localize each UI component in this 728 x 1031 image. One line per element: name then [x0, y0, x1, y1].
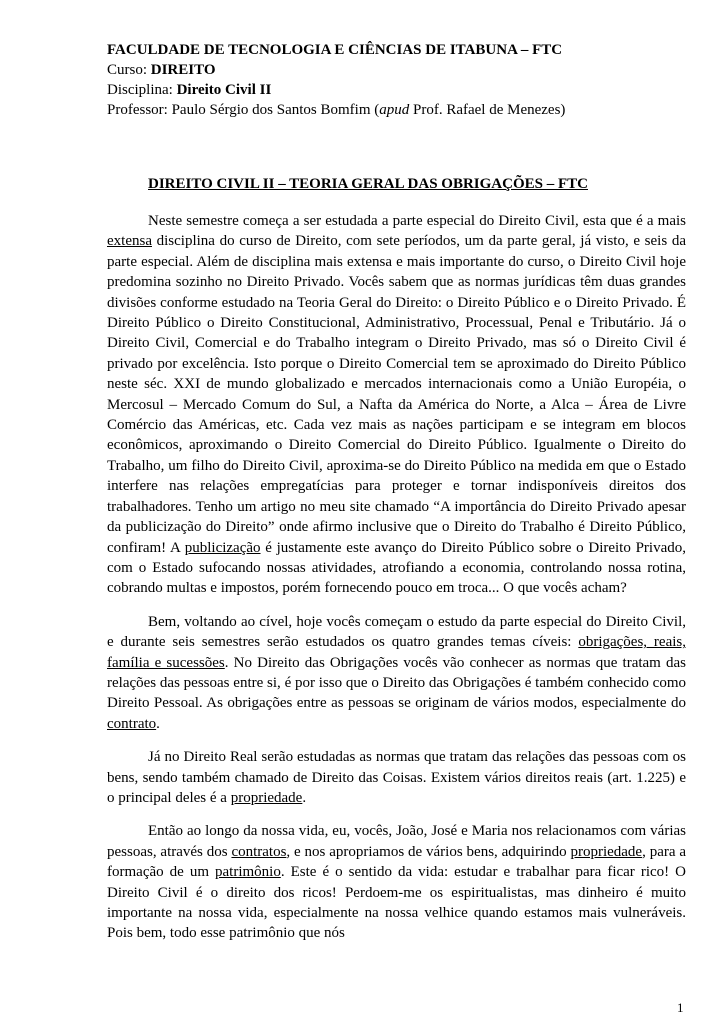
p4-text-b: , e nos apropriamos de vários bens, adquirindo [286, 843, 571, 860]
p2-underline-temas: obrigações, reais, família e sucessões [107, 634, 686, 671]
p2-underline-contrato: contrato [107, 715, 157, 732]
professor-line [107, 100, 697, 120]
p3-underline-propriedade: propriedade [230, 789, 303, 806]
paragraph-1 [107, 211, 686, 599]
p3-text-a: Já no Direito Real serão estudadas as normas que tratam das relações das pessoas com os bens, sendo também chamado de Direito das Coisas. Existem vários direitos reais (art. 1.225) e o principal deles é a [107, 749, 686, 806]
document-title: DIREITO CIVIL II – TEORIA GERAL DAS OBRIGAÇÕES – FTC [148, 176, 588, 192]
paragraph-3 [107, 747, 686, 808]
professor-apud: apud [379, 102, 410, 118]
subject-line [107, 80, 697, 100]
document-header [107, 40, 697, 120]
p4-text-a: Então ao longo da nossa vida, eu, vocês, João, José e Maria nos relacionamos com várias pessoas, através dos [107, 823, 686, 860]
p1-text-b: disciplina do curso de Direito, com sete períodos, um da parte geral, já visto, e seis da parte especial. Além de disciplina mais extensa e mais importante do curso, o Direito Civil hoje predomina sozinho no Direito Privado. Vocês sabem que as normas jurídicas têm duas grandes divisões conforme estudado na Teoria Geral do Direito: o Direito Público e o Direito Privado. É Direito Público o Direito Constitucional, Administrativo, Processual, Penal e Tributário. Já o Direito Civil, Comercial e do Trabalho integram o Direito Privado, mas só o Direito Civil é privado por excelência. Isto porque o Direito Comercial tem se aproximado do Direito Público neste séc. XXI de mundo globalizado e mercados internacionais como a União Européia, o Mercosul – Mercado Comum do Sul, a Nafta da América do Norte, a Alca – Área de Livre Comércio das Américas, etc. Cada vez mais as nações participam e se integram em blocos econômicos, aproximando o Direito Comercial do Direito Público. Igualmente o Direito do Trabalho, um filho do Direito Civil, aproxima-se do Direito Público na medida em que o Estado interfere nas relações empregatícias para proteger e tornar indisponíveis direitos dos trabalhadores. Tenho um artigo no meu site chamado “A importância do Direito Privado apesar da publicização do Direito” onde afirmo inclusive que o Direito do Trabalho é Direito Público, confiram! A [107, 233, 686, 556]
p1-text-a: Neste semestre começa a ser estudada a parte especial do Direito Civil, esta que é a mais [148, 213, 686, 229]
p3-text-b: . [302, 789, 307, 806]
paragraph-2 [107, 612, 686, 734]
professor-label: Professor: Paulo Sérgio dos Santos Bomfim ( [107, 102, 380, 118]
p4-text-d: . Este é o sentido da vida: estudar e trabalhar para ficar rico! O Direito Civil é o direito dos ricos! Perdoem-me os espiritualistas, mas dinheiro é muito importante na nossa vida, especialmente na nossa velhice quando estamos mais vulneráveis. Pois bem, todo esse patrimônio que nós [107, 864, 686, 942]
p1-text-c: é justamente este avanço do Direito Público sobre o Direito Privado, com o Estado sufocando nossas atividades, atrofiando a economia, controlando nossa rotina, cobrando multas e impostos, porém fornecendo pouco em troca... O que vocês acham? [107, 539, 686, 597]
page-number: 1 [677, 1000, 684, 1015]
p4-underline-patrimonio: patrimônio [215, 864, 281, 881]
p4-underline-contratos: contratos [231, 843, 287, 860]
p2-text-a: Bem, voltando ao cível, hoje vocês começam o estudo da parte especial do Direito Civil, e durante seis semestres serão estudados os quatro grandes temas cíveis: [107, 613, 686, 651]
subject-label: Disciplina: [107, 82, 177, 98]
subject-value: Direito Civil II [176, 82, 272, 98]
course-value: DIREITO [150, 62, 216, 78]
p1-underline-publicizacao: publicização [184, 539, 261, 556]
p2-text-b: . No Direito das Obrigações vocês vão conhecer as normas que tratam das relações das pessoas entre si, é por isso que o Direito das Obrigações é também conhecido como Direito Pessoal. As obrigações entre as pessoas se originam de vários modos, especialmente do [107, 654, 686, 712]
document-body [107, 211, 686, 957]
p4-underline-propriedade: propriedade [570, 843, 643, 860]
p1-underline-extensa: extensa [107, 233, 152, 250]
course-label: Curso: [107, 62, 151, 78]
course-line [107, 60, 697, 80]
paragraph-4 [107, 821, 686, 943]
p4-text-c: , para a formação de um [107, 843, 687, 881]
professor-rest: Prof. Rafael de Menezes) [409, 102, 566, 118]
p2-text-c: . [156, 715, 160, 732]
institution-name: FACULDADE DE TECNOLOGIA E CIÊNCIAS DE ITABUNA – FTC [107, 42, 563, 58]
